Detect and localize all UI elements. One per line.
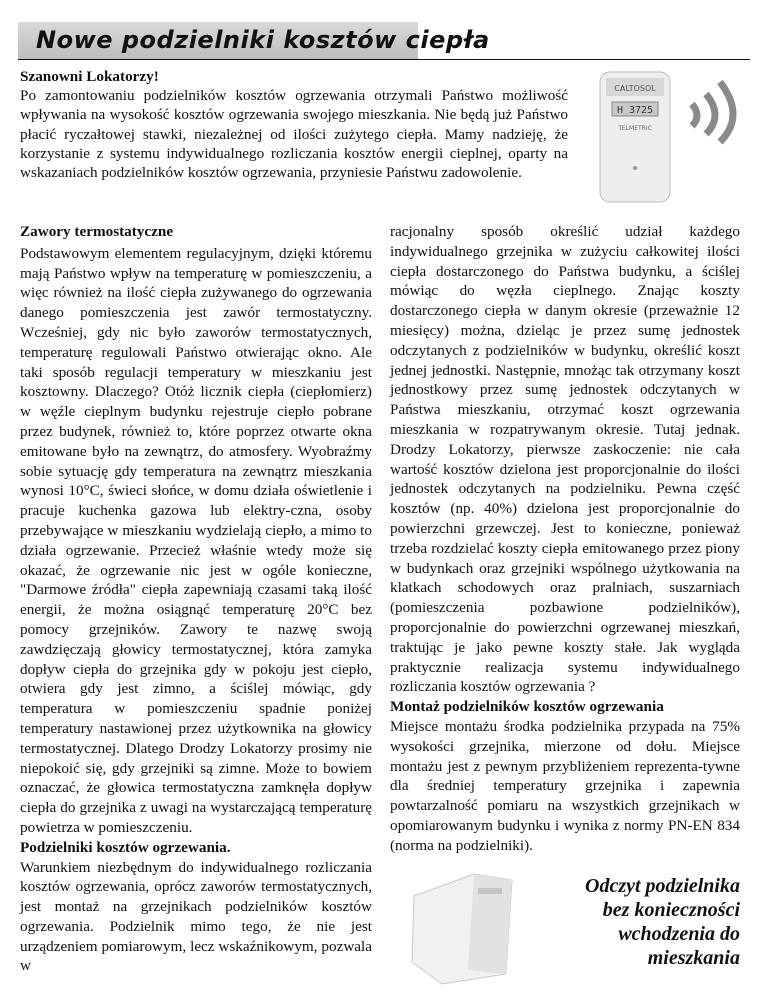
paragraph-allocators: Warunkiem niezbędnym do indywidualnego rozliczania kosztów ogrzewania, oprócz zaworów termostatycznych, jest montaż na grzejnikach podzielników kosztów ogrzewania. Podzielnik mimo tego, że nie jest urządzeniem pomiarowym, lecz wskaźnikowym, pozwala w <box>20 858 372 975</box>
device-model: TELMETRIC <box>618 125 652 132</box>
device-display: H 3725 <box>616 105 654 116</box>
right-column <box>390 222 740 856</box>
intro-text: Po zamontowaniu podzielników kosztów ogrzewania otrzymali Państwo możliwość wpływania na wysokość kosztów ogrzewania swojego mieszkania. Nie będą już Państwo płacić ryczałtowej stawki, niezależnej od ilości zużytego ciepła. Mamy nadzieję, że korzystanie z systemu indywidualnego rozliczania kosztów energii cieplnej, oparty na wskazaniach podzielników kosztów ogrzewania, przyniesie Państwu zadowolenie. <box>20 87 568 182</box>
caption-line: Odczyt podzielnika <box>585 875 740 897</box>
paragraph-cost-sharing: racjonalny sposób określić udział każdego indywidualnego grzejnika w zużyciu całkowitej ilości ciepła dostarczonego do Państwa budynku, a ściślej mówiąc do węzła cieplnego. Znając koszty dostarczonego ciepła w danym okresie (przeważnie 12 miesięcy) można, dzieląc je przez sumę jednostek odczytanych z podzielników w budynku, określić koszt jednej jednostki. Następnie, mnożąc tak otrzymany koszt jednostkowy przez sumę jednostek odczytanych w Państwa mieszkaniu, otrzymać koszt ogrzewania mieszkania w rozpatrywanym okresie. Tutaj jednak. Drodzy Lokatorzy, pierwsze zaskoczenie: nie cała wartość kosztów dzielona jest proporcjonalnie do ilości jednostek odczytanych na podzielniku. Pewna część kosztów (np. 40%) dzielona jest proporcjonalnie do powierzchni grzewczej. Jest to konieczne, ponieważ trzeba rozdzielać koszty ciepła emitowanego przez piony w budynkach oraz grzejniki wspólnego użytkowania na klatkach schodowych oraz pralniach, suszarniach (pomieszczenia pozbawione podzielników), proporcjonalnie do powierzchni ogrzewanej mieszkań, traktując je jako pewne koszty stałe. Jak wygląda praktycznie realizacja systemu indywidualnego rozliczania kosztów ogrzewania ? <box>390 223 740 696</box>
title-banner <box>18 22 490 60</box>
signal-waves-icon <box>692 82 733 142</box>
intro-section <box>20 67 568 182</box>
left-column <box>20 222 372 976</box>
intro-greeting: Szanowni Lokatorzy! <box>20 68 159 85</box>
caption-line: wchodzenia do <box>618 923 740 945</box>
caption-line: bez konieczności <box>602 899 740 921</box>
title-rule <box>18 59 750 60</box>
heading-thermostatic-valves: Zawory termostatyczne <box>20 223 174 240</box>
heat-cost-allocator-image <box>574 68 754 208</box>
paragraph-thermostatic-valves: Podstawowym elementem regulacyjnym, dzięki któremu mają Państwo wpływ na temperaturę w pomieszczeniu, a więc również na ilość ciepła zużywanego do ogrzewania danego pomieszczenia jest zawór termostatyczny. Wcześniej, gdy nic było zaworów termostatycznych, temperaturę regulowali Państwo otwierając okno. Ale taki sposób regulacji temperatury w mieszkaniu jest kosztowny. Dlaczego? Otóż licznik ciepła (ciepłomierz) w węźle cieplnym budynku rejestruje ciepło pobrane przez budynek, również to, które poprzez otwarte okna emitowane było na zewnątrz, do atmosfery. Wyobraźmy sobie sytuację gdy temperatura na zewnątrz mieszkania wynosi 10°C, świeci słońce, w domu działa oświetlenie i pracuje kuchenka gazowa lub elektry-czna, osoby przebywające w mieszkaniu wydzielają ciepło, a mimo to działa ogrzewanie. Przecież właśnie wtedy może się okazać, że ogrzewanie nic jest w ogóle konieczne, "Darmowe źródła" ciepła zapewniają czasami taką ilość energii, że można osiągnąć temperaturę 20°C bez pomocy grzejników. Zawory te nazwę swoją zawdzięczają głowicy termostatycznej, która zamyka dopływ ciepła do grzejnika gdy w pokoju jest ciepło, otwiera gdy jest zimno, a ściślej mówiąc, gdy temperatura w pomieszczeniu spadnie poniżej temperatury nastawionej przez użytkownika na głowicy termostatycznej. Dlatego Drodzy Lokatorzy prosimy nie niepokoić się, gdy grzejniki są zimne. Może to bowiem oznaczać, że głowica termostatyczna zamknęła dopływ ciepła do grzejnika z uwagi na wystarczającą temperaturę powietrza w pomieszczeniu. <box>20 244 372 836</box>
heading-mounting: Montaż podzielników kosztów ogrzewania <box>390 698 664 716</box>
paragraph-mounting: Miejsce montażu środka podzielnika przypada na 75% wysokości grzejnika, mierzone od dołu. Miejsce montażu jest z pewnym przybliżeniem reprezenta-tywne dla średniej temperatury grzejnika i zapewnia powtarzalność pomiaru na wszystkich grzejnikach w opomiarowanym budynku i wynika z normy PN-EN 834 (norma na podzielniki). <box>390 717 740 854</box>
heading-allocators: Podzielniki kosztów ogrzewania. <box>20 838 231 856</box>
caption-line: mieszkania <box>647 947 740 969</box>
page-title: Nowe podzielniki kosztów ciepła <box>36 26 490 54</box>
device-brand: CALTOSOL <box>614 84 656 93</box>
allocator-device-photo <box>394 866 534 986</box>
remote-reading-caption <box>530 874 740 970</box>
